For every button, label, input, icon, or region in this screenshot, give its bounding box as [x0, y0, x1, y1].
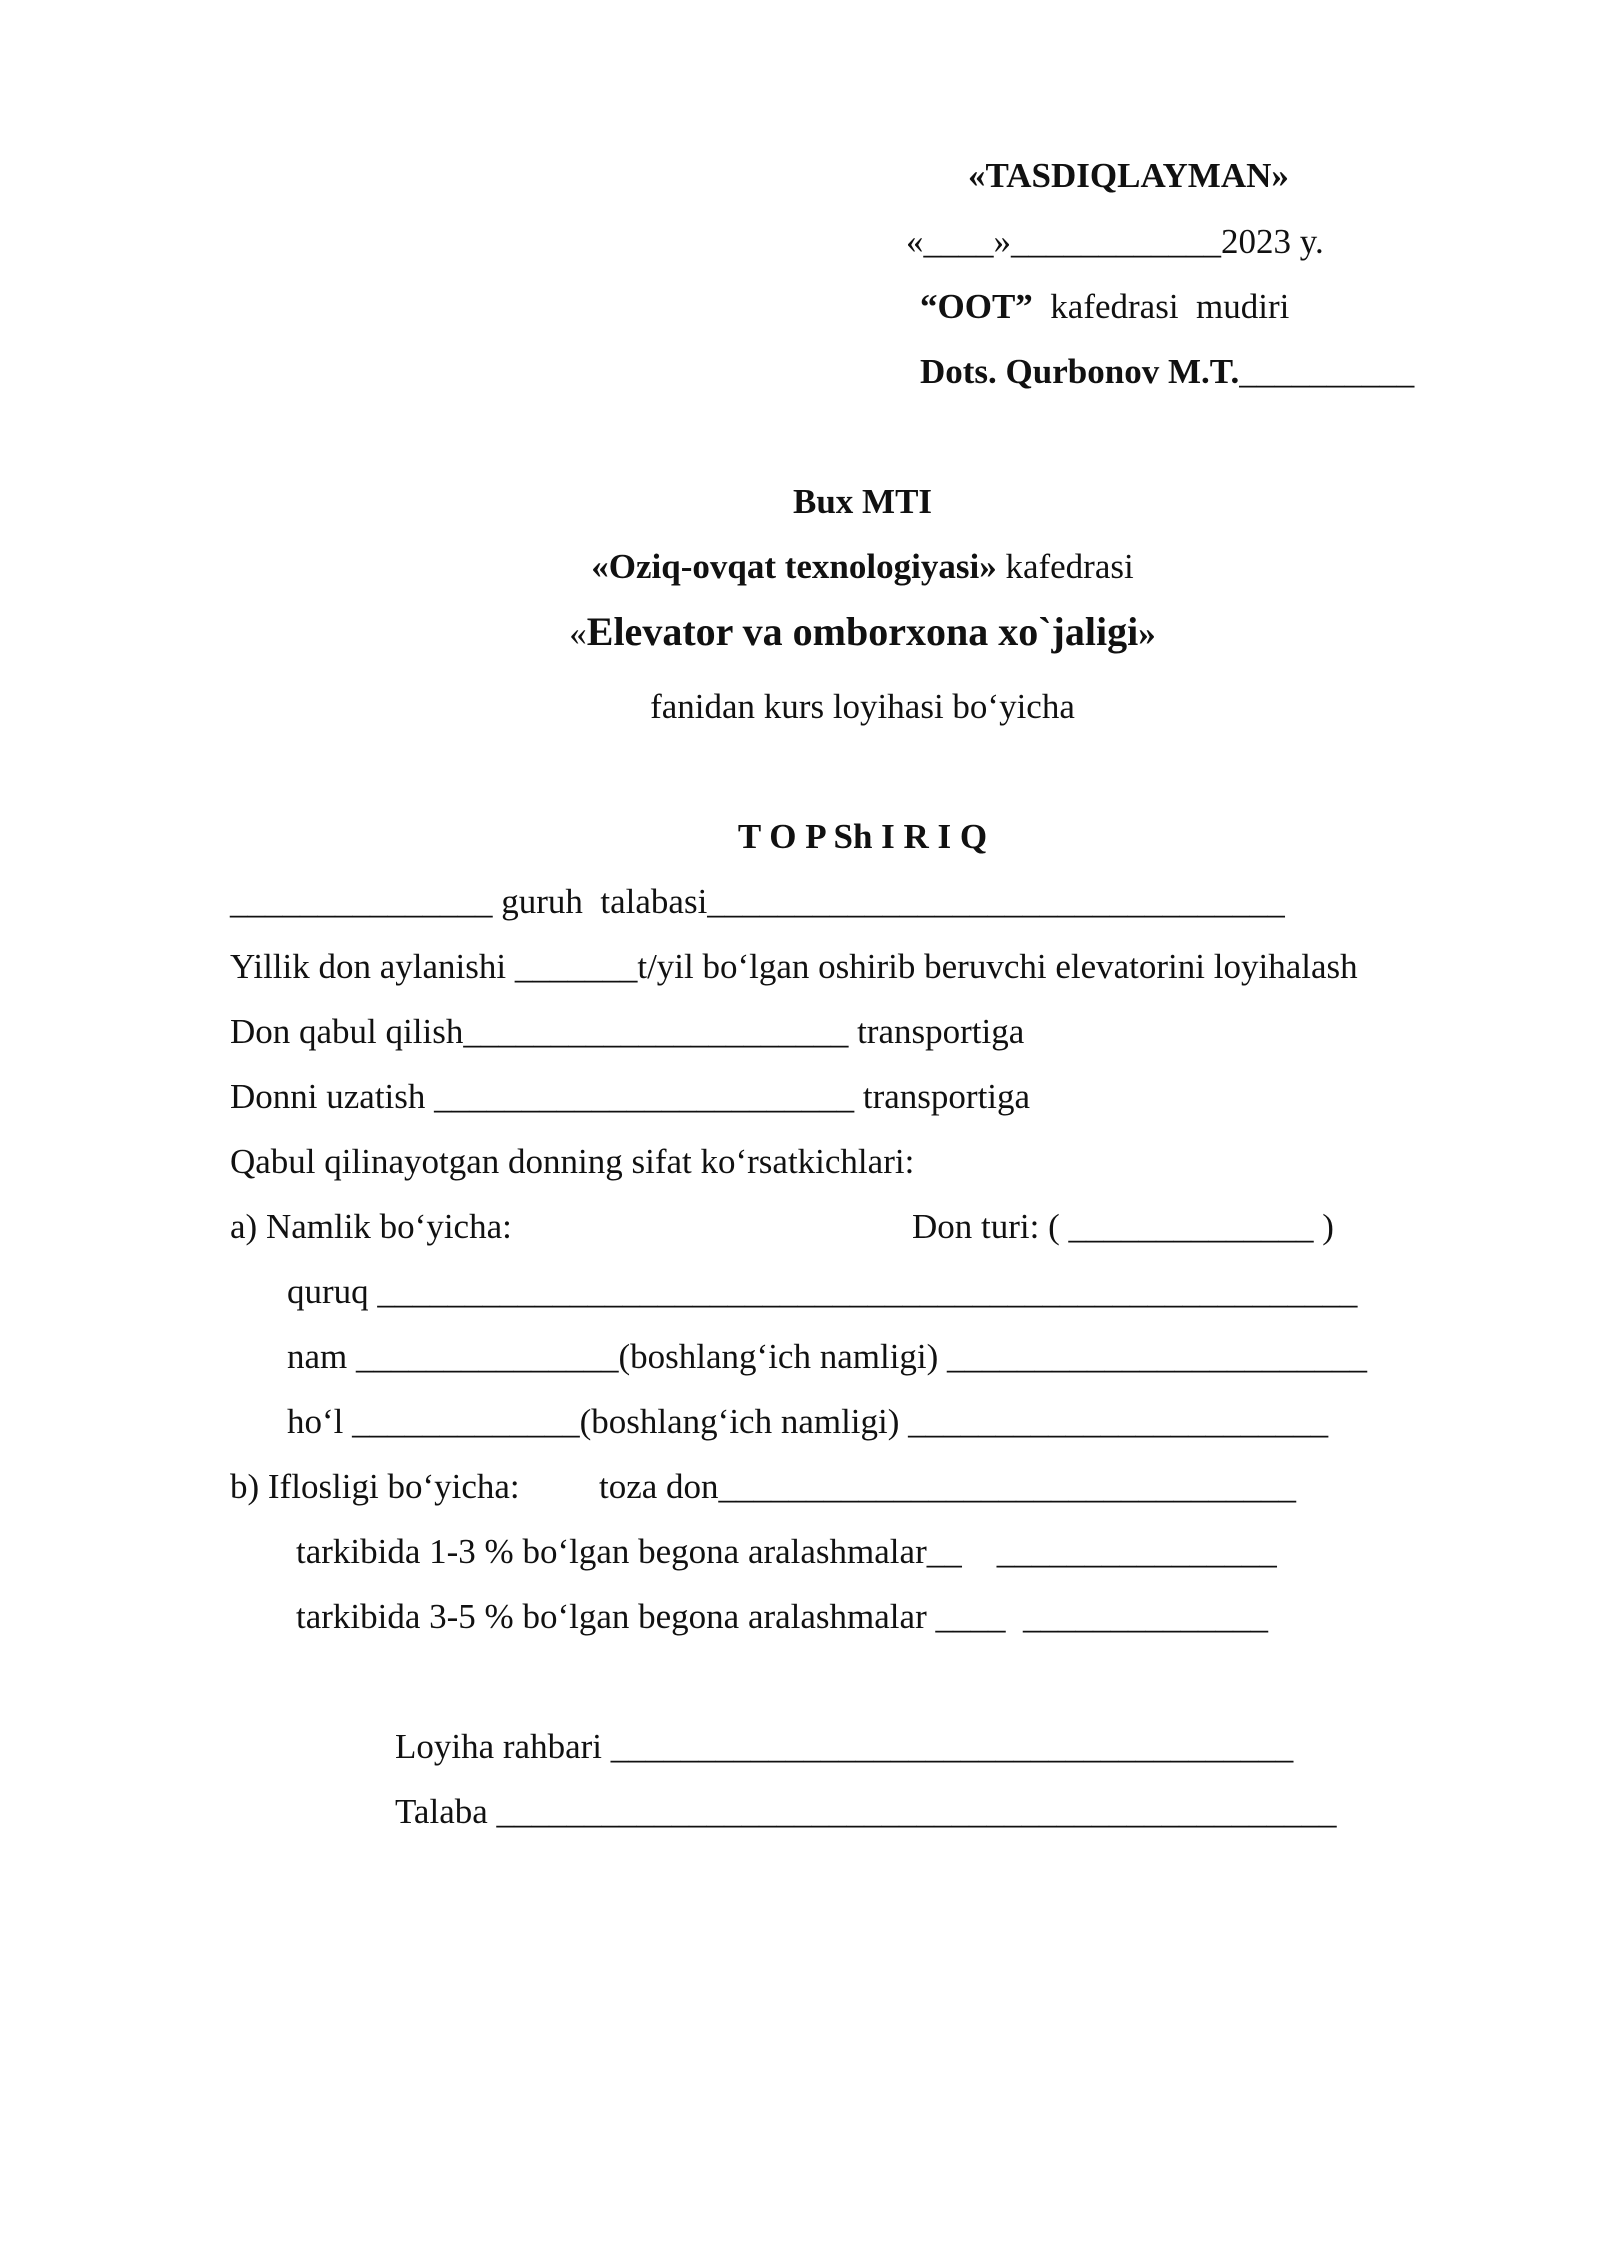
moisture-wet: ho‘l _____________(boshlang‘ich namligi) ________________________ [287, 1402, 1329, 1441]
department-name: «Oziq-ovqat texnologiyasi» [591, 547, 997, 586]
task-line-quality: Qabul qilinayotgan donning sifat ko‘rsatkichlari: [230, 1142, 915, 1181]
signature-supervisor: Loyiha rahbari _______________________________________ [395, 1727, 1294, 1766]
impurity-1-3: tarkibida 1-3 % bo‘lgan begona aralashmalar__ ________________ [296, 1532, 1277, 1571]
moisture-damp: nam _______________(boshlang‘ich namligi) ________________________ [287, 1337, 1368, 1376]
impurity-label: b) Iflosligi bo‘yicha: [230, 1467, 520, 1506]
task-line-group: _______________ guruh talabasi_________________________________ [230, 882, 1285, 921]
task-title: T O P Sh I R I Q [737, 817, 988, 856]
approval-department [920, 289, 1289, 324]
subject-line [0, 609, 1600, 654]
subject-name: Elevator va omborxona xo`jaligi [586, 609, 1139, 654]
department-suffix: kafedrasi [996, 547, 1134, 586]
department-line [0, 549, 1600, 584]
impurity-clean: toza don_________________________________ [599, 1467, 1297, 1506]
task-line-dispatch: Donni uzatish ________________________ transportiga [230, 1077, 1031, 1116]
approval-signature-blank: __________ [1239, 352, 1415, 391]
moisture-dry: quruq ________________________________________________________ [287, 1272, 1358, 1311]
subject-open-quote: « [569, 614, 587, 653]
signature-student: Talaba ________________________________________________ [395, 1792, 1337, 1831]
approval-head [920, 354, 1414, 389]
grain-type: Don turi: ( ______________ ) [912, 1207, 1334, 1246]
approval-head-name: Dots. Qurbonov M.T. [920, 352, 1240, 391]
subject-close-quote: » [1138, 614, 1156, 653]
moisture-label: a) Namlik bo‘yicha: [230, 1207, 512, 1246]
approval-department-suffix: kafedrasi mudiri [1032, 287, 1290, 326]
impurity-3-5: tarkibida 3-5 % bo‘lgan begona aralashmalar ____ ______________ [296, 1597, 1268, 1636]
approval-department-name: “OOT” [920, 287, 1033, 326]
approval-title: «TASDIQLAYMAN» [968, 156, 1289, 195]
task-line-intake: Don qabul qilish______________________ transportiga [230, 1012, 1025, 1051]
subject-note: fanidan kurs loyihasi bo‘yicha [650, 687, 1075, 726]
institute-name: Bux MTI [792, 482, 933, 521]
task-line-capacity: Yillik don aylanishi _______t/yil bo‘lgan oshirib beruvchi elevatorini loyihalash [230, 947, 1358, 986]
approval-date-line: «____»____________2023 y. [906, 222, 1324, 261]
